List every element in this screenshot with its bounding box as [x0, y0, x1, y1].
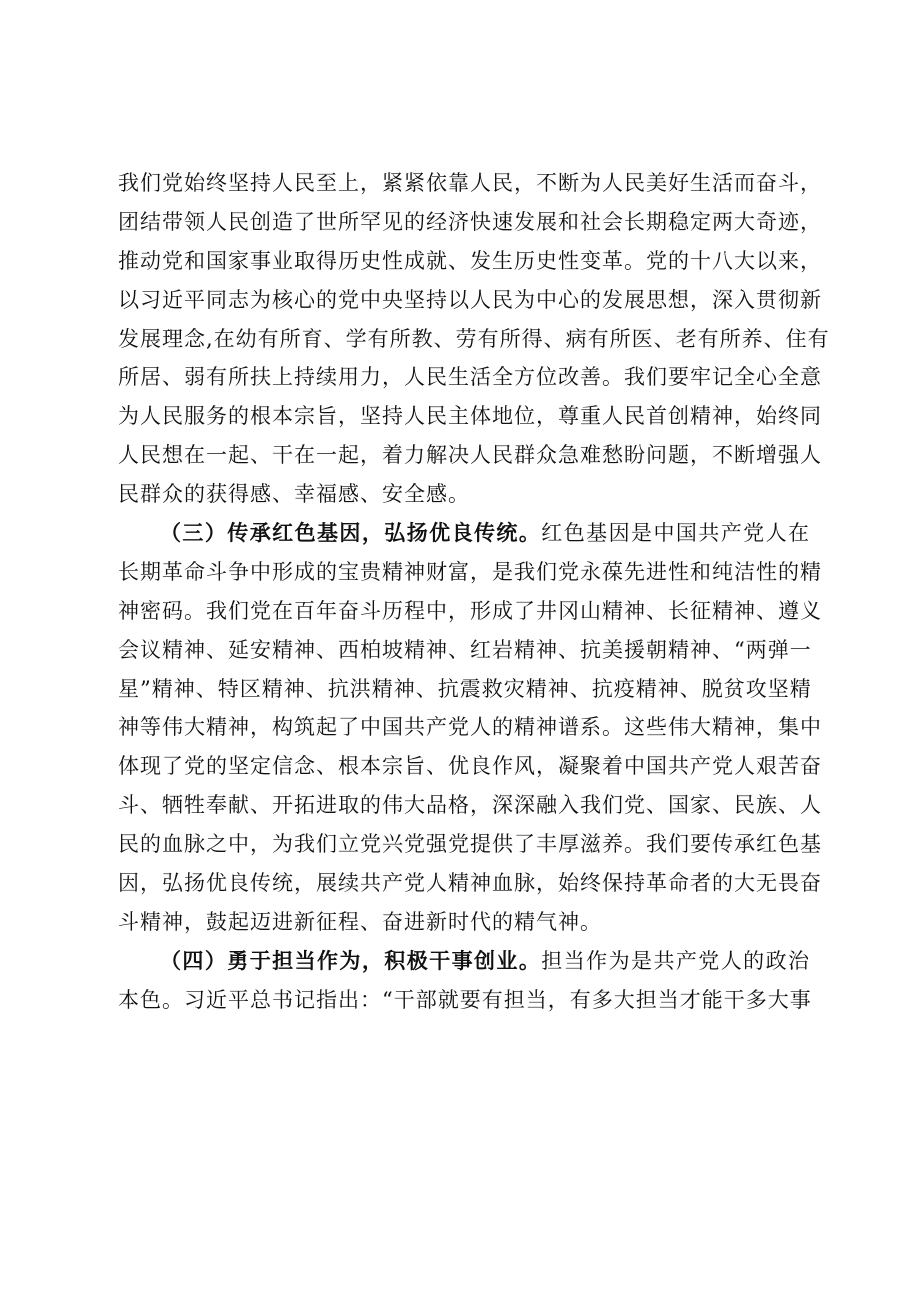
text-line: 人民想在一起、干在一起，着力解决人民群众急难愁盼问题，不断增强人 [118, 443, 822, 468]
text-line: 为人民服务的根本宗旨，坚持人民主体地位，尊重人民首创精神，始终同 [118, 404, 822, 429]
text-line: 斗精神，鼓起迈进新征程、奋进新时代的精气神。 [118, 909, 602, 934]
text-line: 体现了党的坚定信念、根本宗旨、优良作风，凝聚着中国共产党人艰苦奋 [118, 754, 822, 779]
text-line: 发展理念,在幼有所育、学有所教、劳有所得、病有所医、老有所养、住有 [118, 326, 830, 351]
paragraph-2 [118, 514, 822, 942]
document-body [118, 164, 830, 1020]
paragraph-1 [118, 164, 830, 514]
text-line: 所居、弱有所扶上持续用力，人民生活全方位改善。我们要牢记全心全意 [118, 365, 822, 390]
text-line: 星”精神、特区精神、抗洪精神、抗震救灾精神、抗疫精神、脱贫攻坚精 [118, 676, 812, 701]
text-line: 推动党和国家事业取得历史性成就、发生历史性变革。党的十八大以来， [118, 248, 822, 273]
text-line: 神密码。我们党在百年奋斗历程中，形成了井冈山精神、长征精神、遵义 [118, 598, 822, 623]
text-line: 会议精神、延安精神、西柏坡精神、红岩精神、抗美援朝精神、“两弹一 [118, 637, 812, 662]
text-line: 以习近平同志为核心的党中央坚持以人民为中心的发展思想，深入贯彻新 [118, 287, 822, 312]
paragraph-first-line [118, 514, 810, 553]
text-line: 我们党始终坚持人民至上，紧紧依靠人民，不断为人民美好生活而奋斗， [118, 171, 822, 195]
text-line: 民群众的获得感、幸福感、安全感。 [118, 482, 470, 507]
paragraph-3 [118, 942, 810, 1020]
section-heading: （三）传承红色基因，弘扬优良传统。 [160, 520, 542, 546]
text-run: 担当作为是共产党人的政治 [541, 948, 811, 973]
text-run: 红色基因是中国共产党人在 [541, 521, 811, 546]
text-line: 因，弘扬优良传统，展续共产党人精神血脉，始终保持革命者的大无畏奋 [118, 871, 822, 896]
text-line: 本色。习近平总书记指出：“干部就要有担当，有多大担当才能干多大事 [118, 987, 812, 1012]
paragraph-first-line [118, 942, 810, 981]
text-line: 团结带领人民创造了世所罕见的经济快速发展和社会长期稳定两大奇迹， [118, 209, 822, 234]
text-line: 长期革命斗争中形成的宝贵精神财富，是我们党永葆先进性和纯洁性的精 [118, 559, 822, 584]
text-line: 神等伟大精神，构筑起了中国共产党人的精神谱系。这些伟大精神，集中 [118, 715, 822, 740]
section-heading: （四）勇于担当作为，积极干事创业。 [160, 947, 542, 973]
text-line: 民的血脉之中，为我们立党兴党强党提供了丰厚滋养。我们要传承红色基 [118, 832, 822, 857]
text-line: 斗、牺牲奉献、开拓进取的伟大品格，深深融入我们党、国家、民族、人 [118, 793, 822, 818]
